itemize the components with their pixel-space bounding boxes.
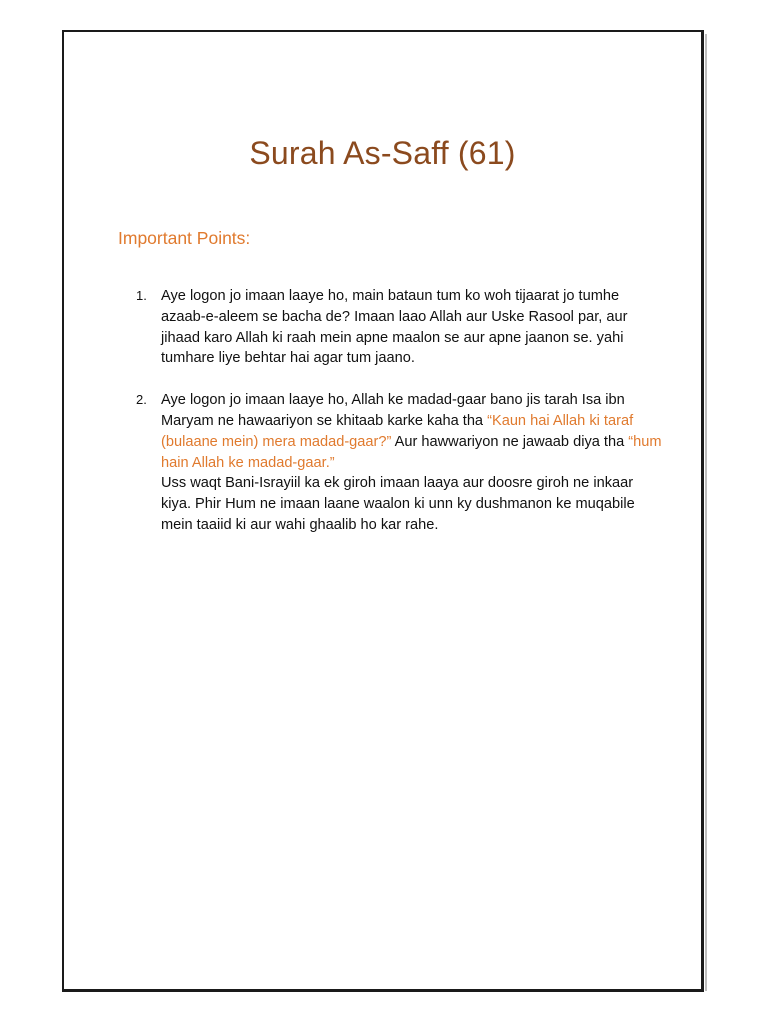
point-text: Aye logon jo imaan laaye ho, main bataun tum ko woh tijaarat jo tumhe azaab-e-aleem se bacha de? Imaan laao Allah aur Uske Rasool par, aur jihaad karo Allah ki raah mein apne maalon se aur apne jaanon se. yahi tumhare liye behtar hai agar tum jaano. [161,288,628,367]
list-item [132,390,662,536]
point-text-intro: Aye logon jo imaan laaye ho, Allah ke madad-gaar bano jis tarah Isa ibn Maryam ne hawaariyon se khitaab karke kaha tha [161,392,625,429]
point-text-conclusion: Uss waqt Bani-Israyiil ka ek giroh imaan laaya aur doosre giroh ne inkaar kiya. Phir Hum ne imaan laane waalon ki unn ky dushmanon ke muqabile mein taaiid ki aur wahi ghaalib ho kar rahe. [161,475,635,533]
points-list [132,286,662,557]
point-number: 1. [136,288,147,303]
quote-text: “hum hain Allah ke madad-gaar.” [161,433,662,471]
quote-text: “Kaun hai Allah ki taraf (bulaane mein) mera madad-gaar?” [161,412,634,450]
point-text-middle: Aur hawwariyon ne jawaab diya tha [391,433,629,450]
document-page [62,30,704,992]
section-heading: Important Points: [118,228,251,248]
list-item [132,286,662,369]
page-title: Surah As-Saff (61) [249,135,516,171]
point-number: 2. [136,392,147,408]
